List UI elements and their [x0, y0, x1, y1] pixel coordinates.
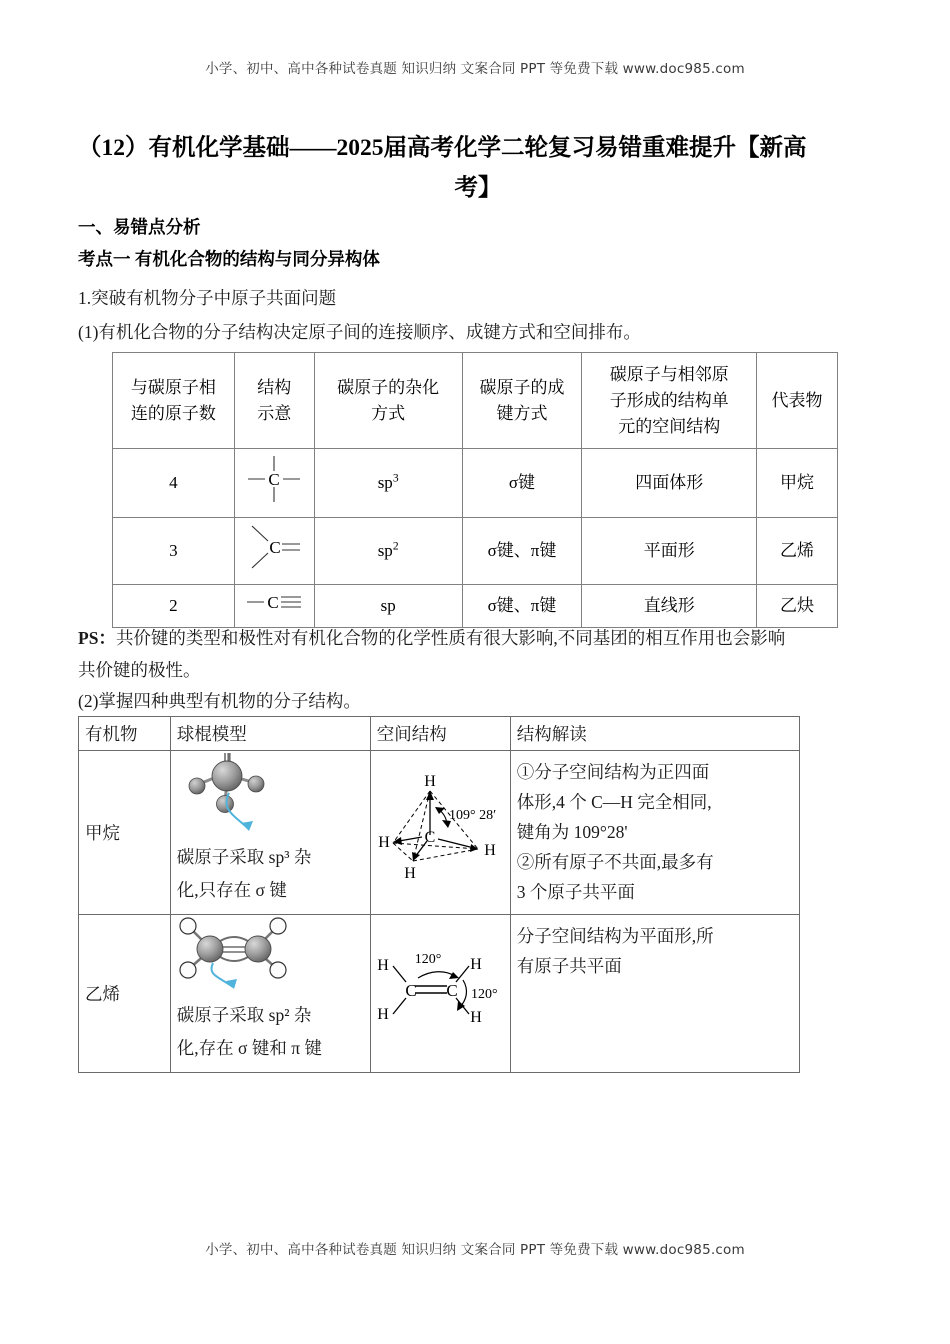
col-header-example: 代表物 — [757, 353, 838, 449]
cell-ball-stick-model — [170, 751, 370, 915]
svg-text:H: H — [469, 1009, 482, 1026]
table-row — [113, 518, 838, 585]
cell-atom-count: 2 — [113, 585, 235, 628]
svg-text:H: H — [469, 956, 482, 973]
angle-label-right: 120° — [470, 987, 498, 1002]
cell-structure-explanation — [510, 751, 799, 915]
cell-hybridization: sp — [314, 585, 462, 628]
ethylene-ball-stick-model-icon — [177, 917, 366, 998]
header-promo-text: 小学、初中、高中各种试卷真题 知识归纳 文案合同 PPT 等免费下载 www.doc985.com — [205, 61, 745, 77]
section-heading: 一、易错点分析 — [78, 217, 201, 237]
svg-text:C: C — [267, 593, 279, 612]
svg-text:109° 28′: 109° 28′ — [449, 807, 497, 823]
cell-structure-explanation — [510, 915, 799, 1073]
footer-promo-text: 小学、初中、高中各种试卷真题 知识归纳 文案合同 PPT 等免费下载 www.doc985.com — [205, 1242, 745, 1258]
col-header-geometry: 碳原子与相邻原 子形成的结构单 元的空间结构 — [582, 353, 757, 449]
cell-example: 甲烷 — [757, 449, 838, 518]
svg-text:C: C — [405, 981, 417, 1000]
col-header-compound: 有机物 — [79, 717, 171, 751]
page-title-line-1: （12）有机化学基础——2025届高考化学二轮复习易错重难提升【新高 — [78, 135, 807, 161]
table-row — [79, 751, 800, 915]
cell-geometry: 平面形 — [582, 518, 757, 585]
svg-text:C: C — [268, 470, 280, 489]
ps-note — [78, 622, 878, 686]
explain-line-4: ②所有原子不共面,最多有 — [516, 852, 714, 872]
cell-hybridization: $sp^2$ — [314, 518, 462, 585]
cell-geometry: 四面体形 — [582, 449, 757, 518]
cell-atom-count: 3 — [113, 518, 235, 585]
page-title-line-2: 考】 — [454, 175, 502, 201]
carbon-structure-table — [112, 352, 838, 628]
item-1-text: 1.突破有机物分子中原子共面问题 — [78, 288, 337, 308]
table-header-row — [113, 353, 838, 449]
ethylene-planar-diagram-icon — [373, 952, 508, 1036]
explain-line-2: 有原子共平面 — [516, 956, 622, 976]
explain-line-3: 键角为 109°28' — [516, 822, 628, 842]
col-header-structure: 结构 示意 — [234, 353, 314, 449]
table-row — [79, 915, 800, 1073]
kaodian-heading: 考点一 有机化合物的结构与同分异构体 — [78, 249, 380, 269]
col-header-hybridization: 碳原子的杂化 方式 — [314, 353, 462, 449]
cell-spatial-structure — [370, 915, 510, 1073]
svg-text:H: H — [424, 772, 436, 790]
methane-ball-stick-model-icon — [177, 753, 366, 840]
cell-geometry: 直线形 — [582, 585, 757, 628]
ps-text-line-1: 共价键的类型和极性对有机化合物的化学性质有很大影响,不同基团的相互作用也会影响 — [115, 628, 786, 648]
svg-text:C: C — [446, 981, 458, 1000]
explain-line-1: ①分子空间结构为正四面 — [516, 762, 710, 782]
table-row — [113, 449, 838, 518]
cell-compound-name: 甲烷 — [79, 751, 171, 915]
methane-tetrahedron-diagram-icon — [375, 772, 505, 890]
svg-text:H: H — [376, 1006, 389, 1023]
typical-organic-molecules-table — [78, 716, 800, 1073]
item-1-sub-2-text: (2)掌握四种典型有机物的分子结构。 — [78, 691, 361, 711]
cell-compound-name: 乙烯 — [79, 915, 171, 1073]
carbon-double-bond-diagram-icon — [234, 518, 314, 585]
svg-text:H: H — [484, 841, 496, 859]
cell-spatial-structure — [370, 751, 510, 915]
ps-text-line-2: 共价键的极性。 — [78, 660, 201, 680]
col-header-spatial-structure: 空间结构 — [370, 717, 510, 751]
svg-text:H: H — [378, 833, 390, 851]
item-1-sub-1-text: (1)有机化合物的分子结构决定原子间的连接顺序、成键方式和空间排布。 — [78, 322, 641, 342]
carbon-single-bonds-diagram-icon — [234, 449, 314, 518]
cell-atom-count: 4 — [113, 449, 235, 518]
cell-bond-type: σ键 — [462, 449, 582, 518]
svg-text:H: H — [376, 957, 389, 974]
ps-label: PS： — [78, 628, 116, 648]
svg-text:C: C — [269, 538, 281, 557]
table-header-row — [79, 717, 800, 751]
cell-bond-type: σ键、π键 — [462, 585, 582, 628]
col-header-bonding: 碳原子的成 键方式 — [462, 353, 582, 449]
cell-bond-type: σ键、π键 — [462, 518, 582, 585]
explain-line-1: 分子空间结构为平面形,所 — [516, 926, 714, 946]
svg-text:H: H — [404, 864, 416, 882]
col-header-ball-stick-model: 球棍模型 — [170, 717, 370, 751]
angle-label-top: 120° — [414, 952, 442, 967]
cell-hybridization: $sp^3$ — [314, 449, 462, 518]
col-header-structure-explanation: 结构解读 — [510, 717, 799, 751]
cell-example: 乙炔 — [757, 585, 838, 628]
page-title — [78, 128, 878, 208]
svg-text:C: C — [424, 828, 436, 846]
cell-example: 乙烯 — [757, 518, 838, 585]
col-header-atom-count: 与碳原子相 连的原子数 — [113, 353, 235, 449]
model-caption-line-2: 化,只存在 σ 键 — [176, 880, 287, 900]
model-caption-line-1: 碳原子采取 sp² 杂 — [176, 1005, 312, 1025]
model-caption-line-1: 碳原子采取 sp³ 杂 — [176, 847, 312, 867]
cell-ball-stick-model — [170, 915, 370, 1073]
explain-line-2: 体形,4 个 C—H 完全相同, — [516, 792, 712, 812]
model-caption-line-2: 化,存在 σ 键和 π 键 — [176, 1038, 322, 1058]
explain-line-5: 3 个原子共平面 — [516, 882, 635, 902]
